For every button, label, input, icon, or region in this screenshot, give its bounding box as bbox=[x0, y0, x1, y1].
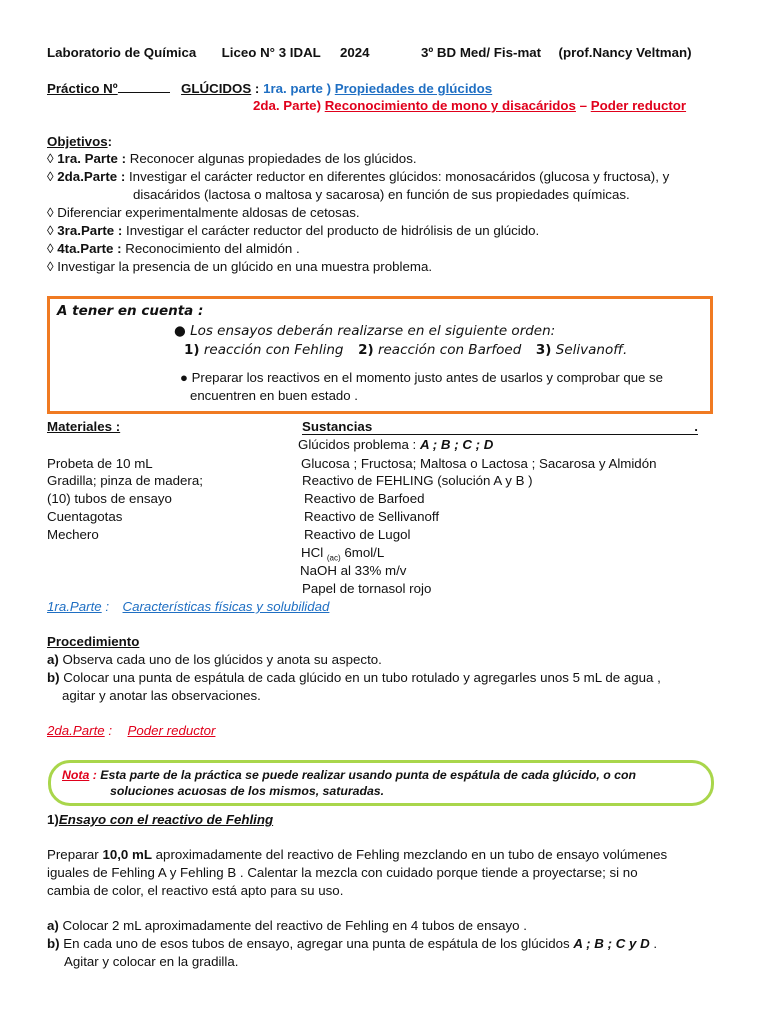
step-text: Observa cada uno de los glúcidos y anota su aspecto. bbox=[58, 652, 382, 667]
title-colon: : bbox=[251, 81, 264, 96]
bullet-icon: ◊ bbox=[47, 205, 54, 220]
practico-blank bbox=[118, 80, 170, 93]
material-item: Mechero bbox=[47, 527, 99, 542]
order-3-num: 3) bbox=[535, 342, 552, 358]
objetivo-text: Investigar el carácter reductor del producto de hidrólisis de un glúcido. bbox=[122, 223, 540, 238]
parte2-heading bbox=[47, 723, 215, 738]
part1-title: Propiedades de glúcidos bbox=[334, 81, 493, 96]
sustancia-item: Reactivo de FEHLING (solución A y B ) bbox=[302, 473, 533, 488]
hcl-formula: HCl bbox=[301, 545, 324, 560]
glucido-letters: A ; B ; C y D bbox=[573, 936, 650, 951]
bullet-icon: ◊ bbox=[47, 259, 54, 274]
objetivo-text: Investigar el carácter reductor en diferentes glúcidos: monosacáridos (glucosa y fructosa), y bbox=[125, 169, 670, 184]
tener-bullet-1-text: Los ensayos deberán realizarse en el siguiente orden: bbox=[190, 323, 556, 339]
sustancia-item: Reactivo de Sellivanoff bbox=[304, 509, 440, 524]
ensayo-text: aproximadamente del reactivo de Fehling mezclando en un tubo de ensayo volúmenes bbox=[151, 847, 668, 862]
sustancias-dot: . bbox=[694, 419, 698, 434]
ensayo-step-a bbox=[47, 918, 527, 933]
tener-order-line bbox=[184, 342, 627, 358]
tener-en-cuenta-heading: A tener en cuenta : bbox=[57, 303, 204, 319]
bullet-icon: ◊ bbox=[47, 151, 54, 166]
objetivo-text: Reconocimiento del almidón . bbox=[121, 241, 300, 256]
nota-box bbox=[48, 760, 714, 806]
bullet-dot-icon: ● bbox=[174, 323, 186, 339]
step-text: Colocar 2 mL aproximadamente del reactivo de Fehling en 4 tubos de ensayo . bbox=[58, 918, 527, 933]
problema-label: Glúcidos problema : bbox=[298, 437, 417, 452]
part2-title: Reconocimiento de mono y disacáridos bbox=[324, 98, 576, 113]
order-1-num: 1) bbox=[184, 342, 200, 358]
objetivo-item bbox=[47, 259, 432, 274]
objetivo-text: Reconocer algunas propiedades de los glúcidos. bbox=[126, 151, 417, 166]
objetivos-heading-text: Objetivos bbox=[47, 134, 108, 149]
nota-label: Nota bbox=[62, 768, 90, 782]
practico-label: Práctico Nº bbox=[47, 81, 118, 96]
tener-bullet-2-text: Preparar los reactivos en el momento justo antes de usarlos y comprobar que se bbox=[191, 370, 663, 385]
ensayo-step-b bbox=[47, 936, 657, 951]
parte1-title: Características físicas y solubilidad bbox=[122, 599, 330, 614]
parte1-sep: : bbox=[101, 599, 113, 614]
sustancia-item: Reactivo de Barfoed bbox=[304, 491, 425, 506]
sustancia-item: Reactivo de Lugol bbox=[304, 527, 411, 542]
objetivos-colon: : bbox=[107, 134, 113, 149]
bullet-icon: ◊ bbox=[47, 241, 54, 256]
nota-line-1 bbox=[62, 768, 636, 782]
document-header bbox=[47, 45, 692, 60]
problema-letters: A ; B ; C ; D bbox=[419, 437, 494, 452]
objetivo-label: 2da.Parte : bbox=[57, 169, 126, 184]
sustancias-heading-text: Sustancias bbox=[302, 419, 373, 434]
step-text: En cada uno de esos tubos de ensayo, agregar una punta de espátula de los glúcidos bbox=[59, 936, 574, 951]
lab-name: Laboratorio de Química bbox=[47, 45, 197, 60]
sustancias-heading bbox=[302, 419, 698, 435]
sustancia-item: Glucosa ; Fructosa; Maltosa o Lactosa ; Sacarosa y Almidón bbox=[301, 456, 657, 471]
title-line-2 bbox=[253, 98, 686, 113]
glucidos-label: GLÚCIDOS bbox=[181, 81, 252, 96]
procedimiento-heading: Procedimiento bbox=[47, 634, 140, 649]
nota-colon: : bbox=[89, 768, 97, 782]
part2-label: 2da. Parte) bbox=[253, 98, 321, 113]
procedimiento-step-b-continued: agitar y anotar las observaciones. bbox=[62, 688, 261, 703]
hcl-state: (ac) bbox=[326, 553, 341, 563]
objetivos-heading bbox=[47, 134, 112, 149]
part2-title-b: Poder reductor bbox=[590, 98, 687, 113]
ensayo-volume: 10,0 mL bbox=[102, 847, 152, 862]
objetivo-text: Investigar la presencia de un glúcido en una muestra problema. bbox=[57, 259, 433, 274]
step-text: Colocar una punta de espátula de cada glúcido en un tubo rotulado y agregarles unos 5 mL de agua , bbox=[59, 670, 661, 685]
procedimiento-step-b bbox=[47, 670, 661, 685]
order-1-text: reacción con Fehling bbox=[199, 342, 344, 358]
step-label: a) bbox=[47, 918, 59, 933]
bullet-icon: ◊ bbox=[47, 223, 54, 238]
group: 3º BD Med/ Fis-mat bbox=[420, 45, 542, 60]
step-label: a) bbox=[47, 652, 59, 667]
year: 2024 bbox=[339, 45, 370, 60]
ensayo-text: Preparar bbox=[47, 847, 103, 862]
objetivo-item bbox=[47, 169, 669, 184]
bullet-icon: ◊ bbox=[47, 169, 54, 184]
material-item: Cuentagotas bbox=[47, 509, 123, 524]
objetivo-item-continued bbox=[133, 187, 630, 202]
objetivo-item bbox=[47, 223, 539, 238]
ensayo-title: Ensayo con el reactivo de Fehling bbox=[58, 812, 274, 827]
objetivo-label: 3ra.Parte : bbox=[57, 223, 123, 238]
objetivo-text: disacáridos (lactosa o maltosa y sacarosa) en función de sus propiedades químicas. bbox=[133, 187, 630, 202]
step-label: b) bbox=[47, 670, 60, 685]
objetivo-label: 4ta.Parte : bbox=[57, 241, 122, 256]
tener-bullet-1 bbox=[174, 323, 555, 339]
ensayo-num: 1) bbox=[47, 812, 59, 827]
school-name: Liceo N° 3 IDAL bbox=[221, 45, 321, 60]
sustancia-item: NaOH al 33% m/v bbox=[300, 563, 407, 578]
objetivo-item bbox=[47, 241, 300, 256]
ensayo-heading bbox=[47, 812, 273, 827]
step-end: . bbox=[649, 936, 658, 951]
order-2-text: reacción con Barfoed bbox=[373, 342, 522, 358]
order-3-text: Selivanoff. bbox=[551, 342, 628, 358]
step-label: b) bbox=[47, 936, 60, 951]
material-item: Gradilla; pinza de madera; bbox=[47, 473, 203, 488]
title-line-1 bbox=[47, 80, 492, 96]
teacher: (prof.Nancy Veltman) bbox=[558, 45, 692, 60]
material-item: Probeta de 10 mL bbox=[47, 456, 153, 471]
parte2-label: 2da.Parte bbox=[47, 723, 105, 738]
title-dash: – bbox=[579, 98, 588, 113]
parte1-label: 1ra.Parte bbox=[47, 599, 102, 614]
materiales-heading: Materiales : bbox=[47, 419, 121, 434]
part1-label: 1ra. parte ) bbox=[263, 81, 332, 96]
tener-bullet-2 bbox=[180, 370, 663, 385]
hcl-concentration: 6mol/L bbox=[340, 545, 385, 560]
material-item: (10) tubos de ensayo bbox=[47, 491, 172, 506]
glucidos-problema bbox=[298, 437, 493, 452]
order-2-num: 2) bbox=[358, 342, 374, 358]
nota-line-2: soluciones acuosas de los mismos, saturadas. bbox=[110, 784, 385, 798]
tener-bullet-2-continued: encuentren en buen estado . bbox=[190, 388, 358, 403]
ensayo-paragraph-line: cambia de color, el reactivo está apto para su uso. bbox=[47, 883, 344, 898]
objetivo-item bbox=[47, 205, 360, 220]
objetivo-item bbox=[47, 151, 417, 166]
ensayo-paragraph-line bbox=[47, 847, 667, 862]
nota-text: Esta parte de la práctica se puede realizar usando punta de espátula de cada glúcido, o con bbox=[96, 768, 637, 782]
bullet-dot-icon: ● bbox=[180, 370, 188, 385]
ensayo-step-b-continued: Agitar y colocar en la gradilla. bbox=[64, 954, 239, 969]
parte2-title: Poder reductor bbox=[127, 723, 216, 738]
parte1-heading bbox=[47, 599, 329, 614]
sustancia-item: Papel de tornasol rojo bbox=[302, 581, 432, 596]
ensayo-paragraph-line: iguales de Fehling A y Fehling B . Calentar la mezcla con cuidado porque tiende a proyectarse; si no bbox=[47, 865, 638, 880]
parte2-sep: : bbox=[104, 723, 116, 738]
objetivo-text: Diferenciar experimentalmente aldosas de cetosas. bbox=[57, 205, 360, 220]
objetivo-label: 1ra. Parte : bbox=[57, 151, 127, 166]
sustancia-hcl bbox=[301, 545, 384, 563]
procedimiento-step-a bbox=[47, 652, 382, 667]
